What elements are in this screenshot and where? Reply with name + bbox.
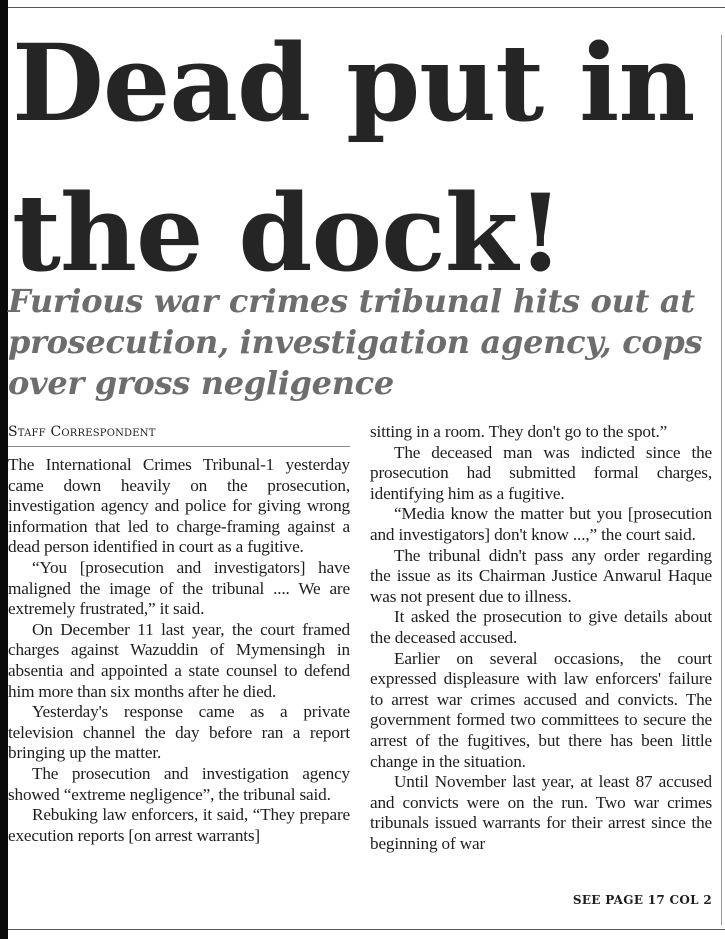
paragraph: Earlier on several occasions, the court expressed displeasure with law enforcers' failure to arrest war crimes accused and convicts. The government formed two committees to secure the arrest of the fugitives, but there has been little change in the situation.: [370, 648, 712, 771]
jump-line: SEE PAGE 17 COL 2: [572, 893, 712, 907]
paragraph: Until November last year, at least 87 accused and convicts were on the run. Two war crimes tribunals issued warrants for their arrest since the beginning of war: [370, 772, 712, 853]
paragraph: It asked the prosecution to give details about the deceased accused.: [370, 607, 712, 647]
paragraph: The deceased man was indicted since the prosecution had submitted formal charges, identifying him as a fugitive.: [370, 442, 712, 503]
column-edge-rule: [721, 35, 722, 925]
paragraph: The prosecution and investigation agency showed “extreme negligence”, the tribunal said.: [8, 763, 350, 804]
paragraph: “You [prosecution and investigators] have maligned the image of the tribunal .... We are extremely frustrated,” it said.: [8, 557, 350, 619]
byline-rule: [8, 446, 350, 447]
article-column-2: [370, 422, 712, 854]
page-edge-bar: [0, 0, 8, 939]
paragraph: “Media know the matter but you [prosecution and investigators] don't know ...,” the court said.: [370, 504, 712, 544]
paragraph: The International Crimes Tribunal-1 yesterday came down heavily on the prosecution, investigation agency and police for giving wrong information that led to charge-framing against a dead person identified in court as a fugitive.: [8, 455, 350, 557]
article-column-1: [8, 455, 350, 846]
paragraph: Rebuking law enforcers, it said, “They prepare execution reports [on arrest warrants]: [8, 805, 350, 845]
paragraph: Yesterday's response came as a private television channel the day before ran a report bringing up the matter.: [8, 702, 350, 763]
byline: Staff Correspondent: [8, 424, 156, 440]
paragraph: On December 11 last year, the court framed charges against Wazuddin of Mymensingh in absentia and appointed a state counsel to defend him more than six months after he died.: [8, 619, 350, 701]
paragraph: The tribunal didn't pass any order regarding the issue as its Chairman Justice Anwarul Haque was not present due to illness.: [370, 545, 712, 606]
subheadline: Furious war crimes tribunal hits out at prosecution, investigation agency, cops over gross negligence: [8, 282, 703, 402]
paragraph: sitting in a room. They don't go to the spot.”: [370, 422, 668, 441]
headline: Dead put in the dock!: [12, 20, 695, 295]
bottom-rule: [8, 929, 725, 930]
